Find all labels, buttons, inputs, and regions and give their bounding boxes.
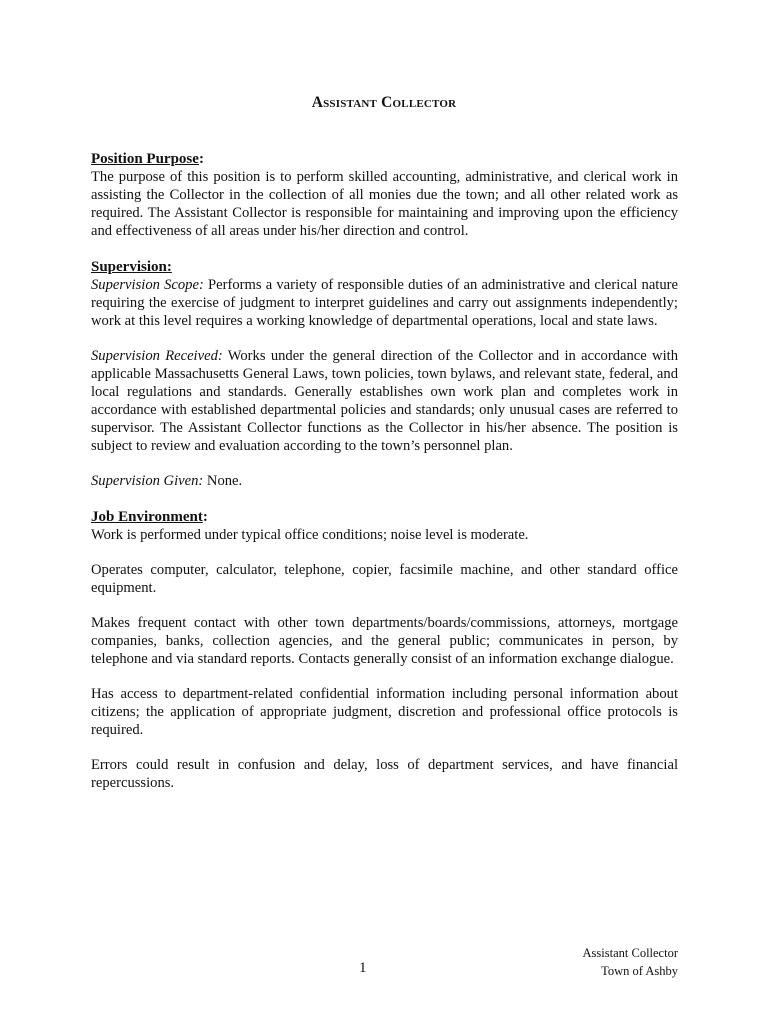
footer-document-name: Assistant Collector (582, 946, 678, 960)
section-heading (91, 258, 678, 276)
section-job-environment (91, 508, 678, 792)
heading-text: Supervision: (91, 259, 172, 275)
paragraph: Makes frequent contact with other town departments/boards/commissions, attorneys, mortgage companies, banks, collection agencies, and the general public; communicates in person, by telephone and via standard reports. Contacts generally consist of an information exchange dialogue. (91, 615, 678, 667)
section-heading (91, 508, 678, 526)
document-title: Assistant Collector (311, 94, 457, 111)
heading-text: Job Environment (91, 509, 203, 525)
supervision-scope-text: Performs a variety of responsible duties of an administrative and clerical nature requiring the exercise of judgment to interpret guidelines and carry out assignments independently; work at this level requires a working knowledge of departmental operations, local and state laws. (91, 277, 678, 329)
paragraph-supervision-received (91, 347, 678, 455)
supervision-given-label: Supervision Given: (91, 473, 204, 489)
supervision-given-text: None. (203, 473, 243, 489)
paragraph: Operates computer, calculator, telephone, copier, facsimile machine, and other standard office equipment. (91, 562, 678, 596)
heading-text: Position Purpose (91, 151, 199, 167)
document-body (91, 150, 678, 792)
paragraph: Has access to department-related confidential information including personal information about citizens; the application of appropriate judgment, discretion and professional office protocols is required. (91, 686, 678, 738)
section-heading (91, 150, 678, 168)
footer-organization: Town of Ashby (601, 964, 678, 978)
page-number: 1 (359, 960, 367, 976)
heading-colon: : (198, 151, 204, 167)
paragraph-supervision-given (91, 472, 678, 490)
section-supervision (91, 258, 678, 490)
supervision-received-text: Works under the general direction of the Collector and in accordance with applicable Massachusetts General Laws, town policies, town bylaws, and relevant state, federal, and local regulations and standards. Generally establishes own work plan and completes work in accordance with established departmental policies and standards; only unusual cases are referred to supervisor. The Assistant Collector functions as the Collector in his/her absence. The position is subject to review and evaluation according to the town’s personnel plan. (91, 348, 678, 454)
heading-colon: : (202, 509, 208, 525)
paragraph: Work is performed under typical office conditions; noise level is moderate. (91, 527, 529, 543)
section-position-purpose (91, 150, 678, 240)
supervision-received-label: Supervision Received: (91, 348, 223, 364)
footer-info (583, 944, 678, 980)
paragraph-supervision-scope (91, 276, 678, 330)
paragraph: The purpose of this position is to perform skilled accounting, administrative, and clerical work in assisting the Collector in the collection of all monies due the town; and all other related work as required. The Assistant Collector is responsible for maintaining and improving upon the efficiency and effectiveness of all areas under his/her direction and control. (91, 169, 678, 239)
paragraph: Errors could result in confusion and delay, loss of department services, and have financial repercussions. (91, 757, 678, 791)
supervision-scope-label: Supervision Scope: (91, 277, 204, 293)
